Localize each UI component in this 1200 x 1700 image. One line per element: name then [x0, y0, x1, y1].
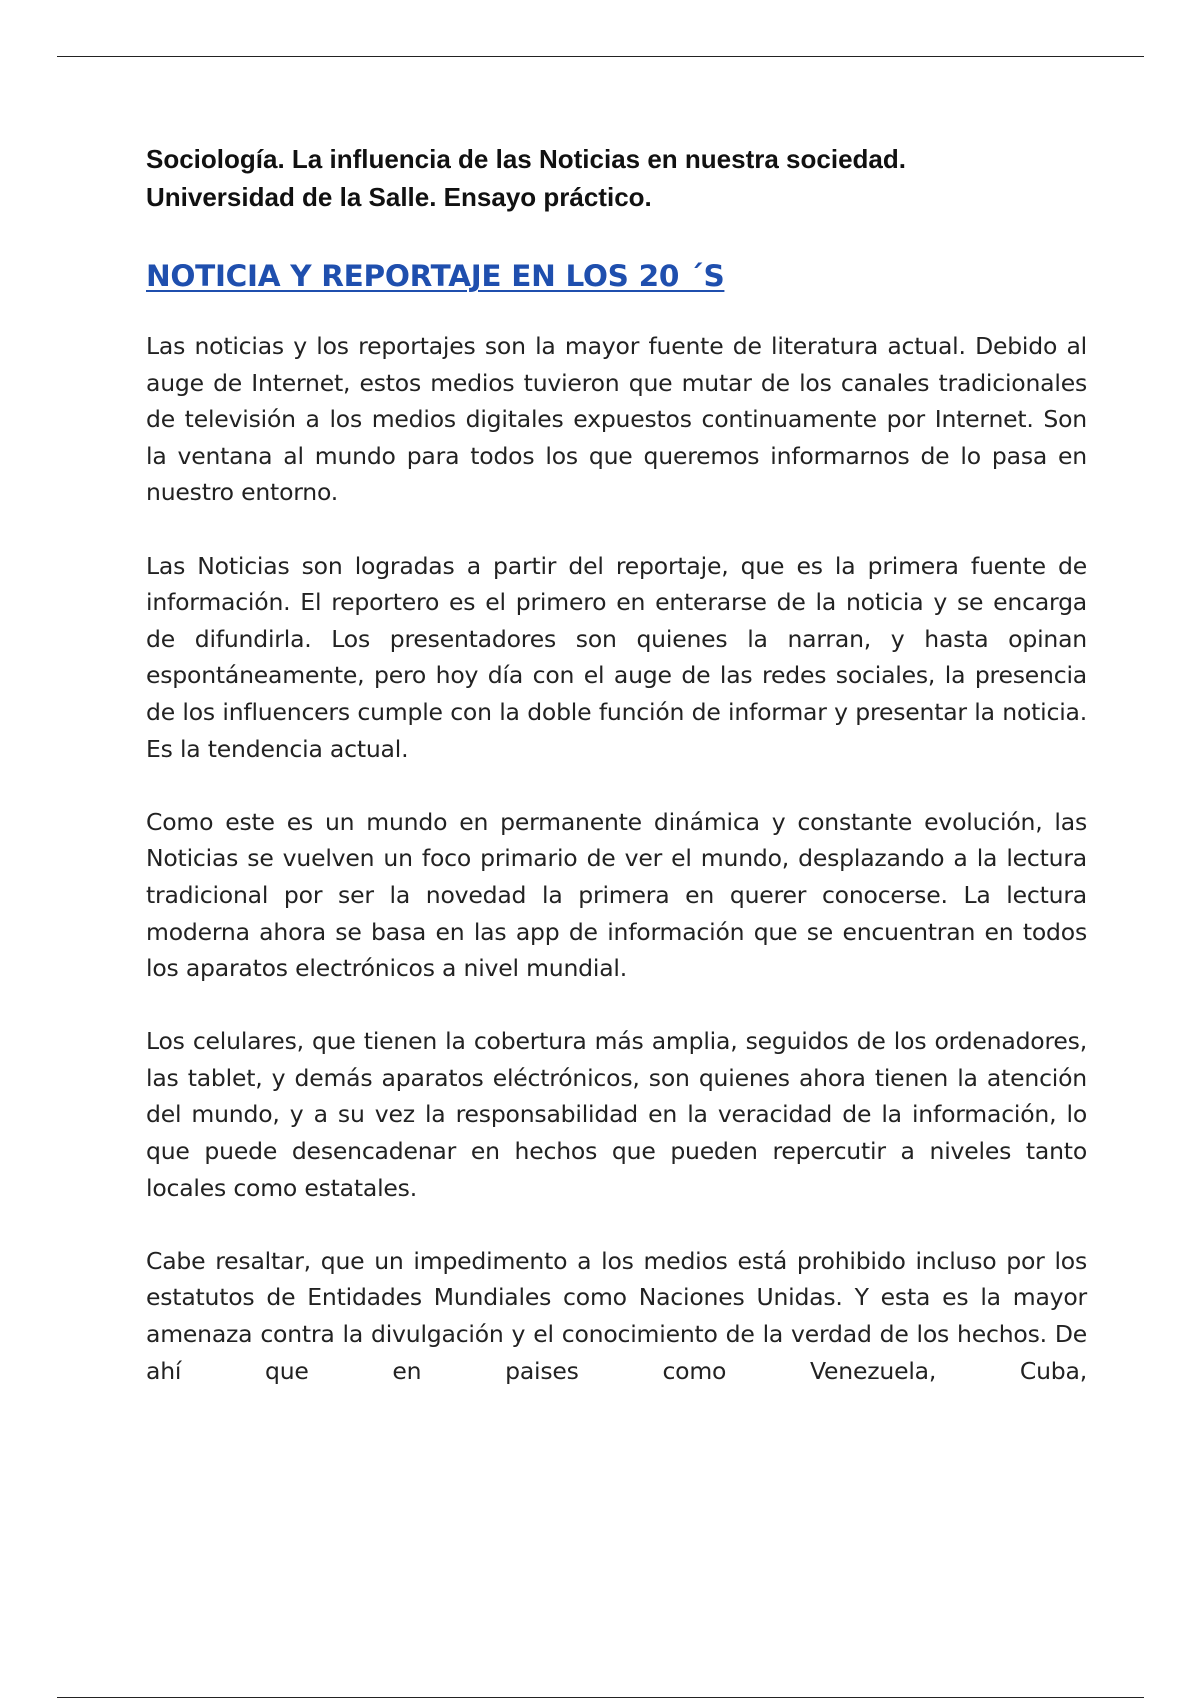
- header-line-1: Sociología. La influencia de las Noticias en nuestra sociedad.: [146, 144, 906, 174]
- article-text: [146, 328, 1087, 1389]
- bottom-divider: [57, 1697, 1144, 1698]
- paragraph-5: Cabe resaltar, que un impedimento a los medios está prohibido incluso por los estatutos de Entidades Mundiales como Naciones Unidas. Y esta es la mayor amenaza contra la divulgación y el conocimiento de la verdad de los hechos. De ahí que en paises como Venezuela, Cuba,: [146, 1246, 1087, 1385]
- document-header: [146, 140, 1087, 216]
- paragraph-2: Las Noticias son logradas a partir del reportaje, que es la primera fuente de información. El reportero es el primero en enterarse de la noticia y se encarga de difundirla. Los presentadores son quienes la narran, y hasta opinan espontáneamente, pero hoy día con el auge de las redes sociales, la presencia de los influencers cumple con la doble función de informar y presentar la noticia. Es la tendencia actual.: [146, 551, 1087, 763]
- paragraph-4: Los celulares, que tienen la cobertura más amplia, seguidos de los ordenadores, las tablet, y demás aparatos eléctrónicos, son quienes ahora tienen la atención del mundo, y a su vez la responsabilidad en la veracidad de la información, lo que puede desencadenar en hechos que pueden repercutir a niveles tanto locales como estatales.: [146, 1027, 1087, 1202]
- paragraph-3: Como este es un mundo en permanente dinámica y constante evolución, las Noticias se vuelven un foco primario de ver el mundo, desplazando a la lectura tradicional por ser la novedad la primera en querer conocerse. La lectura moderna ahora se basa en las app de información que se encuentran en todos los aparatos electrónicos a nivel mundial.: [146, 807, 1087, 983]
- document-body: [146, 140, 1087, 1426]
- top-divider: [57, 56, 1144, 57]
- paragraph-1: Las noticias y los reportajes son la mayor fuente de literatura actual. Debido al auge de Internet, estos medios tuvieron que mutar de los canales tradicionales de televisión a los medios digitales expuestos continuamente por Internet. Son la ventana al mundo para todos los que queremos informarnos de lo pasa en nuestro entorno.: [146, 332, 1087, 507]
- section-title: NOTICIA Y REPORTAJE EN LOS 20 ´S: [146, 259, 725, 293]
- header-line-2: Universidad de la Salle. Ensayo práctico.: [146, 182, 652, 212]
